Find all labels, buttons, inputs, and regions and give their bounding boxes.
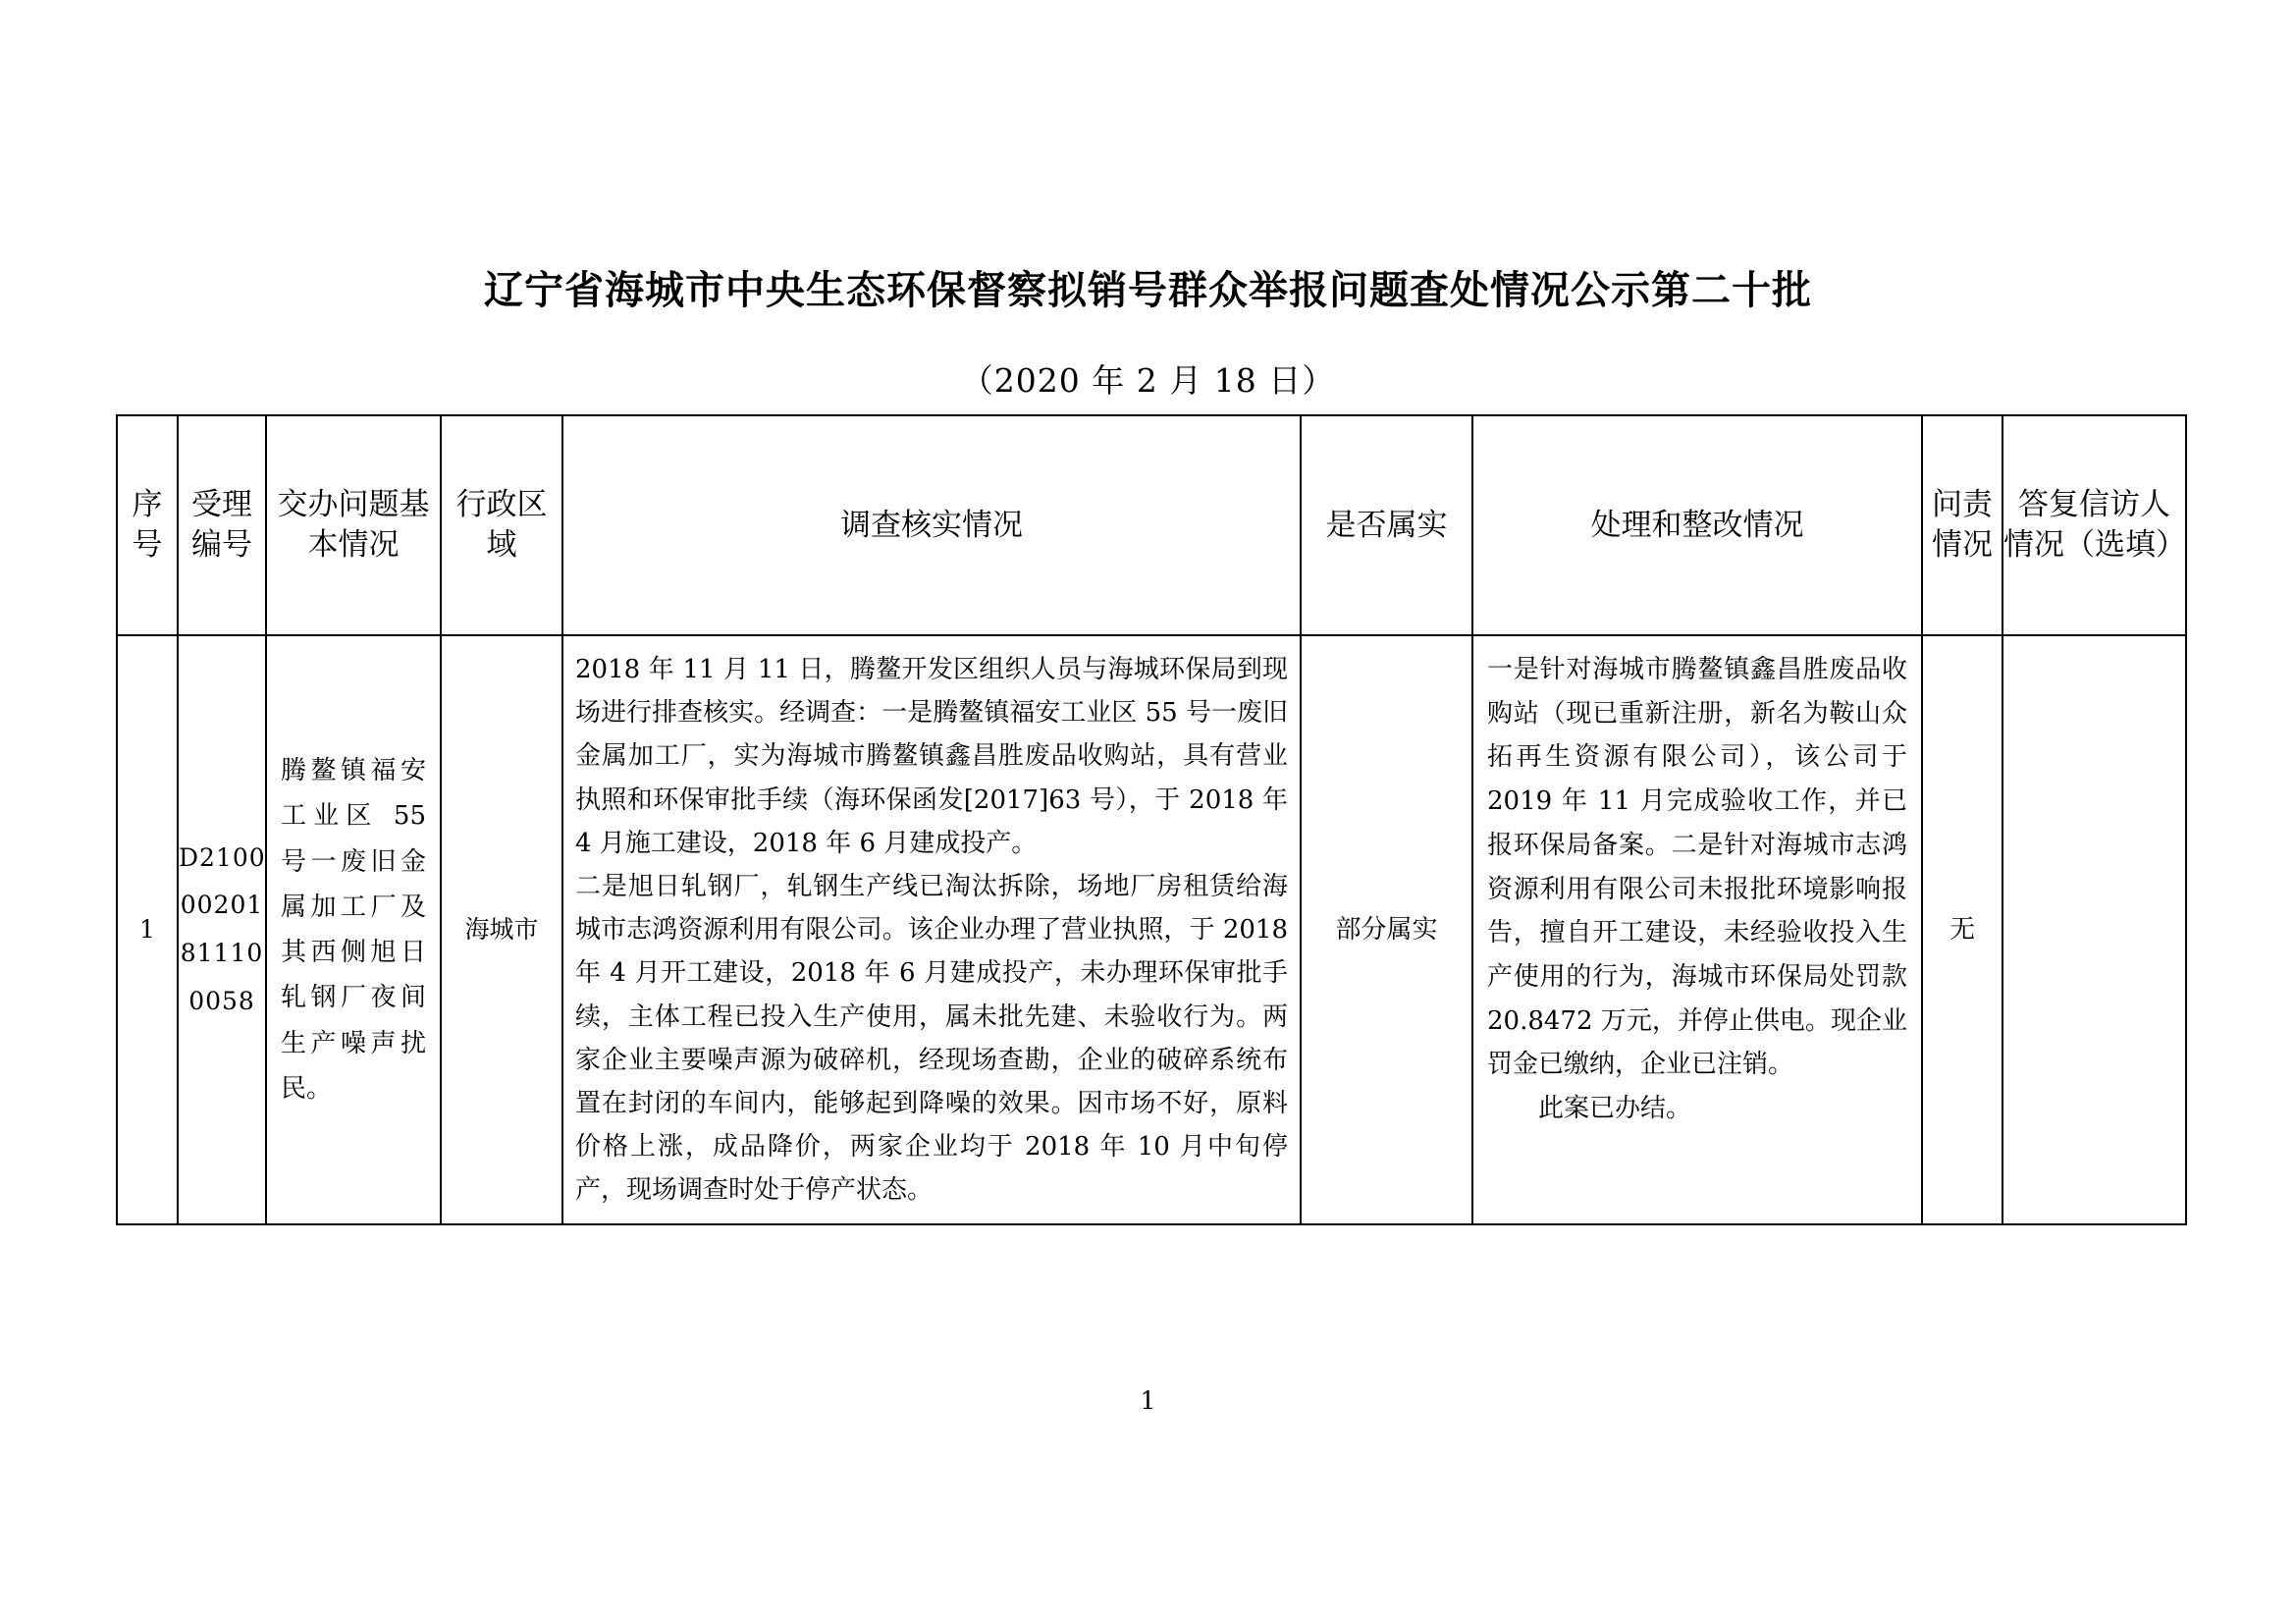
investigation-paragraph-2: 二是旭日轧钢厂，轧钢生产线已淘汰拆除，场地厂房租赁给海城市志鸿资源利用有限公司。该企业办理了营业执照，于 2018 年 4 月开工建设，2018 年 6 月建成投产，未办理环保审批手续，主体工程已投入生产使用，属未批先建、未验收行为。两家企业主要噪声源为破碎机，经现场查勘，企业的破碎系统布置在封闭的车间内，能够起到降噪的效果。因市场不好，原料价格上涨，成品降价，两家企业均于 2018 年 10 月中旬停产，现场调查时处于停产状态。 <box>575 871 1288 1206</box>
column-header-investigation: 调查核实情况 <box>562 415 1301 635</box>
column-header-accountability: 问责情况 <box>1922 415 2002 635</box>
cell-handling <box>1472 635 1922 1224</box>
column-header-reply: 答复信访人情况（选填） <box>2002 415 2186 635</box>
column-header-seq: 序号 <box>117 415 178 635</box>
page-subtitle-date: （2020 年 2 月 18 日） <box>960 361 1336 400</box>
column-header-receipt-no: 受理编号 <box>178 415 266 635</box>
column-header-basic-situation: 交办问题基本情况 <box>266 415 441 635</box>
cell-receipt-no: D2100 00201 81110 0058 <box>178 635 266 1224</box>
column-header-handling: 处理和整改情况 <box>1472 415 1922 635</box>
column-header-is-true: 是否属实 <box>1301 415 1472 635</box>
cell-region: 海城市 <box>441 635 562 1224</box>
public-notice-table-wrapper <box>116 414 2185 1225</box>
cell-basic-situation: 腾鳌镇福安工业区 55 号一废旧金属加工厂及其西侧旭日轧钢厂夜间生产噪声扰民。 <box>266 635 441 1224</box>
table-header-row <box>117 415 2186 635</box>
cell-reply <box>2002 635 2186 1224</box>
cell-investigation <box>562 635 1301 1224</box>
cell-is-true: 部分属实 <box>1301 635 1472 1224</box>
cell-accountability: 无 <box>1922 635 2002 1224</box>
public-notice-table <box>116 414 2187 1225</box>
handling-paragraph-2: 此案已办结。 <box>1538 1094 1692 1124</box>
page-title: 辽宁省海城市中央生态环保督察拟销号群众举报问题查处情况公示第二十批 <box>484 267 1812 313</box>
table-header <box>117 415 2186 635</box>
column-header-region: 行政区域 <box>441 415 562 635</box>
handling-paragraph-1: 一是针对海城市腾鳌镇鑫昌胜废品收购站（现已重新注册，新名为鞍山众拓再生资源有限公司），该公司于 2019 年 11 月完成验收工作，并已报环保局备案。二是针对海城市志鸿资源利用有限公司未报批环境影响报告，擅自开工建设，未经验收投入生产使用的行为，海城市环保局处罚款 20.8472 万元，并停止供电。现企业罚金已缴纳，企业已注销。 <box>1487 655 1907 1080</box>
cell-seq: 1 <box>117 635 178 1224</box>
investigation-paragraph-1: 2018 年 11 月 11 日，腾鳌开发区组织人员与海城环保局到现场进行排查核实。经调查：一是腾鳌镇福安工业区 55 号一废旧金属加工厂，实为海城市腾鳌镇鑫昌胜废品收购站，具有营业执照和环保审批手续（海环保函发[2017]63 号），于 2018 年 4 月施工建设，2018 年 6 月建成投产。 <box>575 655 1288 858</box>
table-row <box>117 635 2186 1224</box>
table-body <box>117 635 2186 1224</box>
page-number: 1 <box>1140 1386 1156 1415</box>
